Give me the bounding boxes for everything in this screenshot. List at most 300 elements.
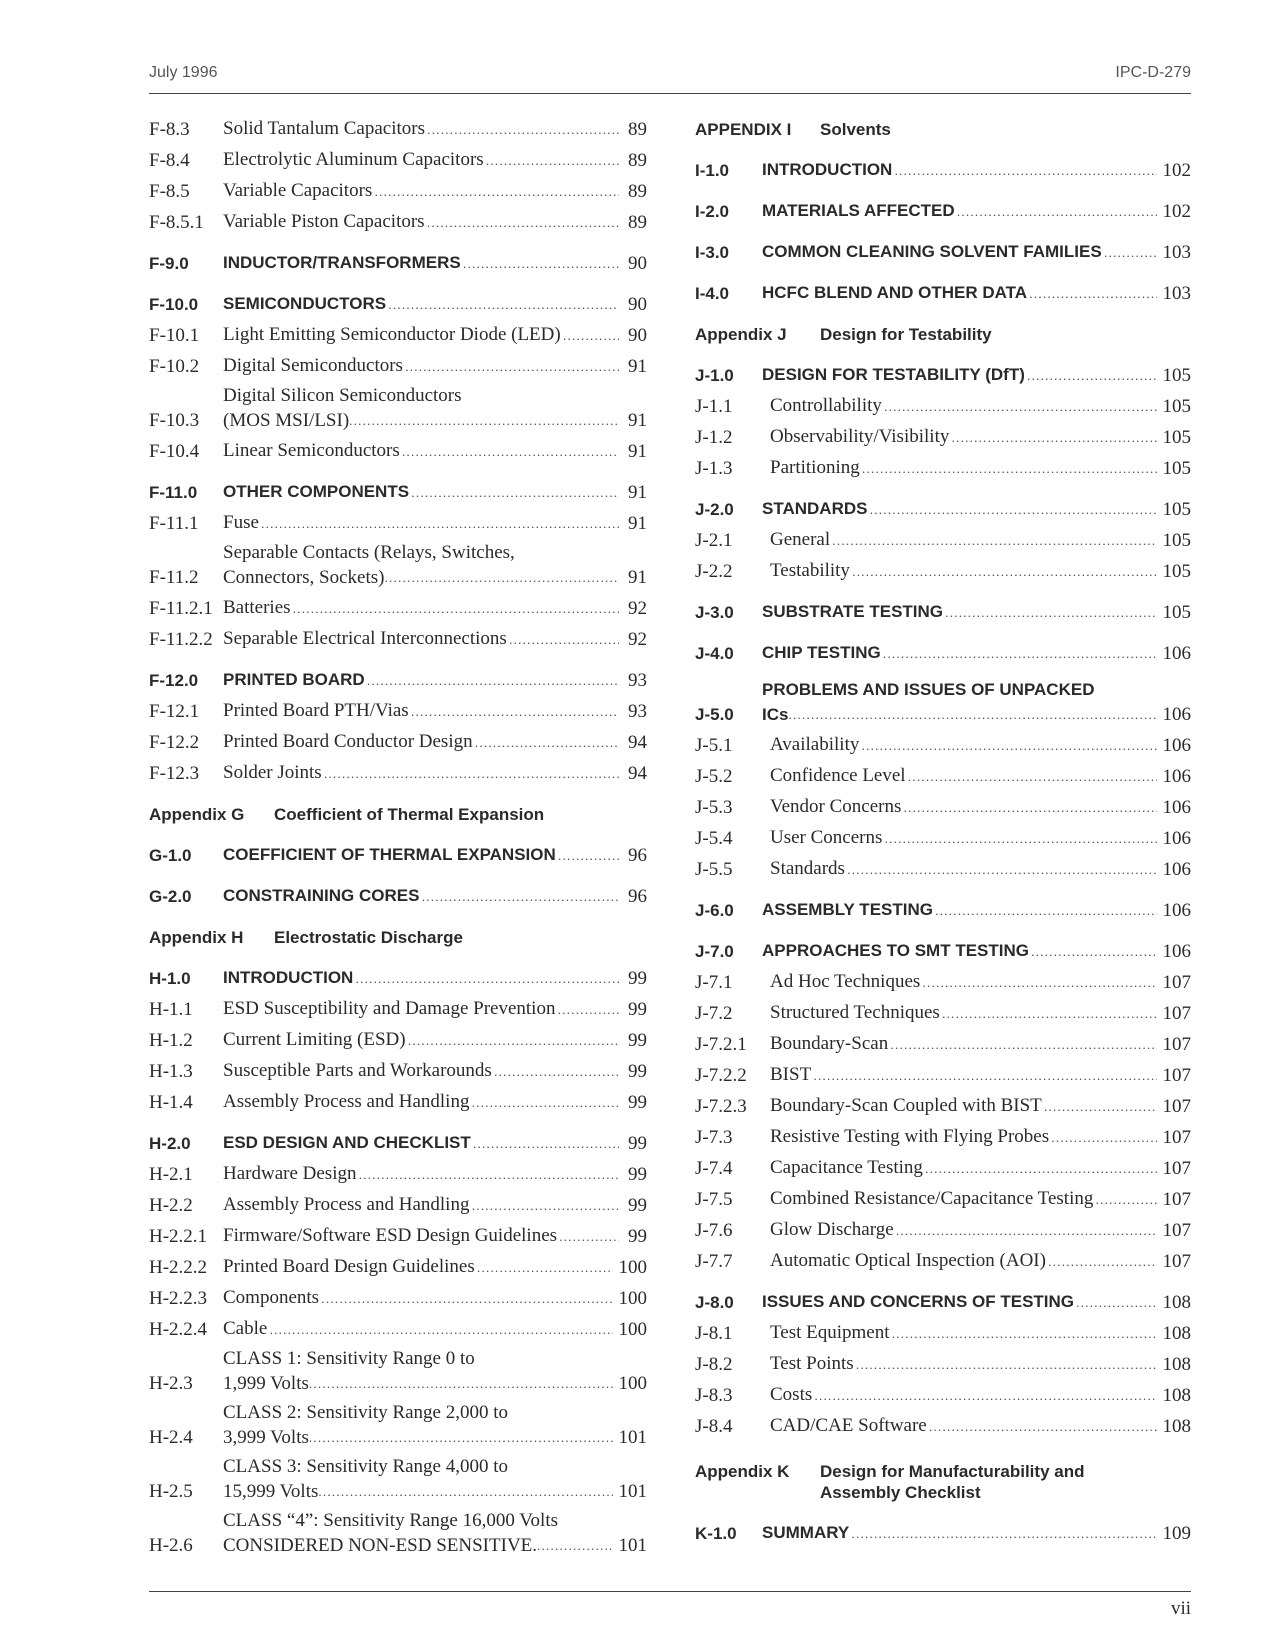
toc-section-number: H-2.2.1 <box>149 1226 208 1247</box>
toc-page-number: 90 <box>628 294 647 315</box>
toc-section-number: F-12.2 <box>149 732 200 753</box>
toc-entry[interactable] <box>149 142 647 173</box>
toc-page-number: 93 <box>628 670 647 691</box>
toc-entry[interactable] <box>149 317 647 348</box>
toc-entry[interactable] <box>149 1396 647 1450</box>
toc-entry[interactable] <box>149 652 647 693</box>
toc-entry-title-line: CLASS 3: Sensitivity Range 4,000 to <box>223 1456 509 1477</box>
toc-page-number: 89 <box>628 181 647 202</box>
toc-page-number: 106 <box>1162 941 1191 962</box>
toc-page-number: 105 <box>1162 602 1191 623</box>
toc-section-number: J-4.0 <box>695 644 734 663</box>
toc-section-number: F-12.0 <box>149 671 199 690</box>
toc-section-number: I-4.0 <box>695 284 730 303</box>
toc-page-number: 105 <box>1162 365 1191 386</box>
toc-section-number: F-8.5 <box>149 181 190 202</box>
toc-entry[interactable] <box>695 553 1191 584</box>
toc-entry-title: SUMMARY . . . <box>762 1521 1157 1546</box>
toc-section-number: F-10.1 <box>149 325 200 346</box>
toc-page-number: 107 <box>1162 1158 1191 1179</box>
toc-page-number: 94 <box>628 732 647 753</box>
toc-page-number: 107 <box>1162 1003 1191 1024</box>
toc-entry-title: PRINTED BOARD . . . <box>223 668 619 693</box>
toc-entry-title: SEMICONDUCTORS . . . <box>223 292 619 317</box>
toc-page-number: 107 <box>1162 1127 1191 1148</box>
toc-section-number: J-8.0 <box>695 1293 734 1312</box>
toc-section-number: H-2.2.4 <box>149 1319 208 1340</box>
toc-entry[interactable] <box>149 950 647 991</box>
toc-page-number: 107 <box>1162 972 1191 993</box>
toc-page-number: 99 <box>628 1133 647 1154</box>
toc-entry-title: Batteries . . . <box>223 596 619 621</box>
toc-entry-title: DESIGN FOR TESTABILITY (DfT) . . . <box>762 363 1157 388</box>
toc-page-number: 108 <box>1162 1323 1191 1344</box>
toc-entry-title-line: Separable Contacts (Relays, Switches, <box>223 542 515 563</box>
appendix-title <box>820 1461 1120 1503</box>
toc-entry-title: Firmware/Software ESD Design Guidelines . . . <box>223 1224 619 1249</box>
toc-entry[interactable] <box>695 964 1191 995</box>
toc-section-number: F-11.2 <box>149 567 199 588</box>
toc-section-number: J-8.4 <box>695 1416 733 1437</box>
toc-page-number: 89 <box>628 212 647 233</box>
toc-section-number: H-1.0 <box>149 969 191 988</box>
header-rule <box>149 93 1191 94</box>
toc-section-number: F-10.4 <box>149 441 200 462</box>
appendix-label: Appendix G <box>149 805 245 824</box>
toc-entry-title: Separable Electrical Interconnections . . . <box>223 627 619 652</box>
toc-entry[interactable] <box>695 1026 1191 1057</box>
toc-section-number: H-1.2 <box>149 1030 193 1051</box>
toc-entry[interactable] <box>149 1342 647 1396</box>
toc-section-number: J-7.7 <box>695 1251 733 1272</box>
toc-page-number: 91 <box>628 513 647 534</box>
toc-entry[interactable] <box>695 1274 1191 1315</box>
toc-page-number: 101 <box>618 1481 647 1502</box>
toc-page-number: 99 <box>628 1164 647 1185</box>
toc-entry[interactable] <box>695 995 1191 1026</box>
toc-entry-title: ESD DESIGN AND CHECKLIST . . . <box>223 1131 619 1156</box>
toc-page-number: 102 <box>1162 160 1191 181</box>
toc-entry-title: Digital Semiconductors . . . <box>223 354 619 379</box>
toc-right-column <box>695 118 1191 1546</box>
appendix-title <box>820 323 992 347</box>
appendix-heading <box>695 306 1191 347</box>
toc-entry[interactable] <box>695 1057 1191 1088</box>
toc-section-number: F-11.0 <box>149 483 198 502</box>
toc-page-number: 106 <box>1162 797 1191 818</box>
toc-entry-title <box>223 1401 613 1450</box>
toc-entry[interactable] <box>695 347 1191 388</box>
toc-entry[interactable] <box>149 1084 647 1115</box>
toc-page-number: 90 <box>628 325 647 346</box>
toc-section-number: J-1.2 <box>695 427 733 448</box>
toc-page-number: 107 <box>1162 1189 1191 1210</box>
toc-entry-title: STANDARDS . . . <box>762 497 1157 522</box>
appendix-title-line: Design for Manufacturability and <box>820 1462 1085 1481</box>
toc-section-number: G-2.0 <box>149 887 192 906</box>
toc-entry[interactable] <box>695 522 1191 553</box>
toc-entry-title: Confidence Level . . . <box>770 764 1157 789</box>
toc-entry-title-line: PROBLEMS AND ISSUES OF UNPACKED <box>762 680 1095 699</box>
toc-entry[interactable] <box>695 224 1191 265</box>
toc-page-number: 109 <box>1162 1523 1191 1544</box>
toc-section-number: F-10.2 <box>149 356 200 377</box>
toc-entry[interactable] <box>149 1053 647 1084</box>
toc-section-number: H-1.3 <box>149 1061 193 1082</box>
toc-entry-title: Costs . . . <box>770 1383 1157 1408</box>
toc-page-number: 100 <box>618 1288 647 1309</box>
toc-entry-title <box>223 384 619 433</box>
toc-section-number: J-8.1 <box>695 1323 733 1344</box>
toc-page-number: 91 <box>628 441 647 462</box>
toc-entry[interactable] <box>695 727 1191 758</box>
toc-section-number: J-2.2 <box>695 561 733 582</box>
toc-entry[interactable] <box>695 1408 1191 1439</box>
toc-entry[interactable] <box>695 1181 1191 1212</box>
toc-page-number: 102 <box>1162 201 1191 222</box>
toc-page-number: 106 <box>1162 859 1191 880</box>
toc-entry[interactable] <box>149 1115 647 1156</box>
toc-entry-title: Observability/Visibility . . . <box>770 425 1157 450</box>
toc-section-number: F-10.0 <box>149 295 199 314</box>
toc-section-number: J-1.0 <box>695 366 734 385</box>
header-document-id: IPC-D-279 <box>1115 64 1191 81</box>
toc-entry-title: ISSUES AND CONCERNS OF TESTING . . . <box>762 1290 1157 1315</box>
toc-entry[interactable] <box>695 450 1191 481</box>
toc-section-number: J-2.0 <box>695 500 734 519</box>
toc-entry-title: APPROACHES TO SMT TESTING . . . <box>762 939 1157 964</box>
appendix-heading <box>149 909 647 950</box>
toc-section-number: J-5.5 <box>695 859 733 880</box>
toc-page-number: 107 <box>1162 1065 1191 1086</box>
toc-section-number: H-2.2 <box>149 1195 193 1216</box>
toc-section-number: J-5.2 <box>695 766 733 787</box>
toc-section-number: J-7.4 <box>695 1158 733 1179</box>
toc-page-number: 99 <box>628 999 647 1020</box>
toc-entry[interactable] <box>149 204 647 235</box>
toc-entry-title-line: 3,999 Volts <box>223 1427 309 1448</box>
toc-section-number: H-2.5 <box>149 1481 193 1502</box>
toc-entry-title: Susceptible Parts and Workarounds . . . <box>223 1059 619 1084</box>
toc-page-number: 106 <box>1162 643 1191 664</box>
toc-entry[interactable] <box>695 1243 1191 1274</box>
toc-section-number: I-3.0 <box>695 243 730 262</box>
toc-entry[interactable] <box>695 419 1191 450</box>
toc-section-number: F-12.1 <box>149 701 200 722</box>
toc-section-number: F-8.4 <box>149 150 190 171</box>
toc-entry-title: CHIP TESTING . . . <box>762 641 1157 666</box>
toc-entry[interactable] <box>695 1377 1191 1408</box>
toc-entry[interactable] <box>149 868 647 909</box>
toc-entry[interactable] <box>149 464 647 505</box>
toc-entry[interactable] <box>695 851 1191 882</box>
toc-entry[interactable] <box>695 882 1191 923</box>
toc-page-number: 94 <box>628 763 647 784</box>
toc-entry[interactable] <box>149 235 647 276</box>
toc-entry-title: OTHER COMPONENTS . . . <box>223 480 619 505</box>
toc-section-number: J-7.1 <box>695 972 733 993</box>
page-number: vii <box>1170 1598 1191 1619</box>
dot-leader <box>537 1533 612 1558</box>
toc-entry-title-line: 1,999 Volts <box>223 1373 309 1394</box>
toc-page-number: 99 <box>628 968 647 989</box>
toc-page-number: 101 <box>618 1427 647 1448</box>
toc-page-number: 107 <box>1162 1220 1191 1241</box>
header-date: July 1996 <box>149 64 218 81</box>
toc-entry[interactable] <box>149 590 647 621</box>
toc-entry[interactable] <box>149 1504 647 1558</box>
toc-entry[interactable] <box>695 481 1191 522</box>
toc-page-number: 99 <box>628 1226 647 1247</box>
toc-entry[interactable] <box>695 1150 1191 1181</box>
toc-entry[interactable] <box>149 1022 647 1053</box>
toc-page-number: 105 <box>1162 427 1191 448</box>
toc-section-number: J-8.2 <box>695 1354 733 1375</box>
toc-entry-title: Resistive Testing with Flying Probes . . . <box>770 1125 1157 1150</box>
toc-page-number: 100 <box>618 1319 647 1340</box>
toc-entry-title <box>762 678 1157 727</box>
dot-leader <box>318 1479 612 1504</box>
toc-entry[interactable] <box>695 1212 1191 1243</box>
toc-page-number: 99 <box>628 1195 647 1216</box>
toc-page-number: 100 <box>618 1373 647 1394</box>
toc-entry-title: Boundary-Scan . . . <box>770 1032 1157 1057</box>
toc-section-number: J-1.3 <box>695 458 733 479</box>
toc-section-number: I-1.0 <box>695 161 730 180</box>
toc-page-number: 91 <box>628 410 647 431</box>
toc-entry[interactable] <box>695 1088 1191 1119</box>
toc-entry-title-line: Connectors, Sockets) <box>223 567 385 588</box>
toc-entry-title: Printed Board Conductor Design . . . <box>223 730 619 755</box>
toc-entry-title <box>223 1509 613 1558</box>
toc-entry-title: COMMON CLEANING SOLVENT FAMILIES . . . <box>762 240 1157 265</box>
toc-entry[interactable] <box>695 1315 1191 1346</box>
toc-entry-title: Hardware Design . . . <box>223 1162 619 1187</box>
toc-page-number: 108 <box>1162 1354 1191 1375</box>
toc-section-number: J-3.0 <box>695 603 734 622</box>
toc-entry-title: INTRODUCTION . . . <box>223 966 619 991</box>
toc-entry-title <box>223 1347 613 1396</box>
toc-entry[interactable] <box>695 584 1191 625</box>
toc-page-number: 103 <box>1162 283 1191 304</box>
toc-section-number: J-7.2 <box>695 1003 733 1024</box>
toc-entry[interactable] <box>695 625 1191 666</box>
toc-page-number: 91 <box>628 567 647 588</box>
toc-section-number: F-11.2.2 <box>149 629 213 650</box>
toc-page-number: 103 <box>1162 242 1191 263</box>
toc-section-number: F-8.5.1 <box>149 212 204 233</box>
toc-page-number: 99 <box>628 1061 647 1082</box>
toc-entry-title: CONSTRAINING CORES . . . <box>223 884 619 909</box>
toc-entry-title: Ad Hoc Techniques . . . <box>770 970 1157 995</box>
appendix-heading <box>149 786 647 827</box>
toc-page-number: 105 <box>1162 530 1191 551</box>
toc-entry-title-line: 15,999 Volts <box>223 1481 319 1502</box>
toc-entry-title: Vendor Concerns . . . <box>770 795 1157 820</box>
toc-entry-title: Test Points . . . <box>770 1352 1157 1377</box>
toc-entry[interactable] <box>149 536 647 590</box>
appendix-title-line: Design for Testability <box>820 325 992 344</box>
toc-entry[interactable] <box>695 923 1191 964</box>
toc-entry-title: Capacitance Testing . . . <box>770 1156 1157 1181</box>
toc-entry[interactable] <box>695 666 1191 727</box>
toc-section-number: J-7.2.2 <box>695 1065 747 1086</box>
toc-page-number: 105 <box>1162 561 1191 582</box>
toc-entry[interactable] <box>149 118 647 142</box>
toc-entry-title: HCFC BLEND AND OTHER DATA . . . <box>762 281 1157 306</box>
toc-entry[interactable] <box>149 1450 647 1504</box>
appendix-title-line: Solvents <box>820 120 891 139</box>
toc-entry-title: INTRODUCTION . . . <box>762 158 1157 183</box>
toc-entry[interactable] <box>149 755 647 786</box>
toc-entry[interactable] <box>149 991 647 1022</box>
toc-page-number: 93 <box>628 701 647 722</box>
toc-page-number: 99 <box>628 1030 647 1051</box>
dot-leader <box>349 408 619 433</box>
toc-page-number: 105 <box>1162 499 1191 520</box>
appendix-title-line: Assembly Checklist <box>820 1483 981 1502</box>
toc-page-number: 106 <box>1162 828 1191 849</box>
toc-entry[interactable] <box>695 758 1191 789</box>
toc-entry[interactable] <box>695 142 1191 183</box>
toc-section-number: F-10.3 <box>149 410 200 431</box>
toc-page-number: 90 <box>628 253 647 274</box>
toc-page-number: 108 <box>1162 1385 1191 1406</box>
toc-entry-title: INDUCTOR/TRANSFORMERS . . . <box>223 251 619 276</box>
toc-entry[interactable] <box>149 276 647 317</box>
toc-section-number: F-9.0 <box>149 254 189 273</box>
toc-page-number: 92 <box>628 598 647 619</box>
toc-section-number: K-1.0 <box>695 1524 737 1543</box>
toc-entry-title-line: ICs <box>762 705 789 724</box>
toc-entry-title <box>223 1455 613 1504</box>
toc-entry[interactable] <box>149 1280 647 1311</box>
toc-section-number: F-11.1 <box>149 513 199 534</box>
toc-section-number: J-5.1 <box>695 735 733 756</box>
appendix-heading <box>695 1439 1191 1505</box>
dot-leader <box>309 1425 613 1450</box>
toc-section-number: H-2.4 <box>149 1427 193 1448</box>
toc-entry[interactable] <box>149 173 647 204</box>
toc-page-number: 100 <box>618 1257 647 1278</box>
toc-page-number: 107 <box>1162 1251 1191 1272</box>
toc-entry-title-line: CONSIDERED NON-ESD SENSITIVE. <box>223 1535 538 1556</box>
toc-entry-title-line: CLASS “4”: Sensitivity Range 16,000 Volts <box>223 1510 558 1531</box>
toc-page-number: 107 <box>1162 1096 1191 1117</box>
dot-leader <box>384 565 619 590</box>
toc-entry-title: Variable Capacitors . . . <box>223 179 619 204</box>
toc-page-number: 96 <box>628 845 647 866</box>
toc-entry-title: Variable Piston Capacitors . . . <box>223 210 619 235</box>
toc-page-number: 89 <box>628 150 647 171</box>
toc-entry-title: Printed Board PTH/Vias . . . <box>223 699 619 724</box>
toc-entry[interactable] <box>149 1249 647 1280</box>
toc-entry-title: Glow Discharge . . . <box>770 1218 1157 1243</box>
toc-page-number: 91 <box>628 482 647 503</box>
toc-entry-title: Controllability . . . <box>770 394 1157 419</box>
toc-section-number: J-5.0 <box>695 705 734 724</box>
toc-section-number: H-2.2.3 <box>149 1288 208 1309</box>
toc-section-number: J-1.1 <box>695 396 733 417</box>
toc-entry[interactable] <box>149 348 647 379</box>
toc-entry-title: Testability . . . <box>770 559 1157 584</box>
toc-entry-title <box>223 541 619 590</box>
toc-entry[interactable] <box>149 505 647 536</box>
toc-entry[interactable] <box>695 265 1191 306</box>
toc-section-number: H-2.0 <box>149 1134 191 1153</box>
toc-page-number: 91 <box>628 356 647 377</box>
toc-entry-title: Current Limiting (ESD) . . . <box>223 1028 619 1053</box>
toc-page-number: 106 <box>1162 735 1191 756</box>
toc-entry[interactable] <box>149 1187 647 1218</box>
toc-entry[interactable] <box>695 1346 1191 1377</box>
toc-entry-title-line: Digital Silicon Semiconductors <box>223 385 462 406</box>
toc-page-number: 105 <box>1162 396 1191 417</box>
toc-entry[interactable] <box>695 789 1191 820</box>
toc-entry[interactable] <box>695 1119 1191 1150</box>
toc-entry-title-line: CLASS 1: Sensitivity Range 0 to <box>223 1348 475 1369</box>
appendix-title-line: Electrostatic Discharge <box>274 928 463 947</box>
toc-entry[interactable] <box>149 827 647 868</box>
toc-entry-title: COEFFICIENT OF THERMAL EXPANSION . . . <box>223 843 619 868</box>
toc-entry-title: Standards . . . <box>770 857 1157 882</box>
toc-entry[interactable] <box>695 183 1191 224</box>
toc-entry[interactable] <box>149 1156 647 1187</box>
toc-page-number: 106 <box>1162 766 1191 787</box>
toc-entry-title: Printed Board Design Guidelines . . . <box>223 1255 613 1280</box>
appendix-heading <box>695 118 1191 142</box>
appendix-label: APPENDIX I <box>695 120 792 139</box>
toc-page-number: 107 <box>1162 1034 1191 1055</box>
toc-section-number: J-7.3 <box>695 1127 733 1148</box>
toc-entry-title: BIST . . . <box>770 1063 1157 1088</box>
toc-left-column <box>149 118 647 1558</box>
toc-entry[interactable] <box>149 724 647 755</box>
toc-entry-title: Linear Semiconductors . . . <box>223 439 619 464</box>
toc-section-number: J-8.3 <box>695 1385 733 1406</box>
toc-entry[interactable] <box>149 433 647 464</box>
appendix-label: Appendix K <box>695 1462 790 1481</box>
footer-rule <box>149 1591 1191 1592</box>
dot-leader <box>309 1371 613 1396</box>
toc-entry-title: SUBSTRATE TESTING . . . <box>762 600 1157 625</box>
toc-section-number: J-7.5 <box>695 1189 733 1210</box>
toc-page-number: 108 <box>1162 1292 1191 1313</box>
toc-entry[interactable] <box>695 1505 1191 1546</box>
toc-entry[interactable] <box>149 1311 647 1342</box>
toc-section-number: J-7.0 <box>695 942 734 961</box>
toc-section-number: F-11.2.1 <box>149 598 213 619</box>
appendix-title <box>820 118 891 142</box>
toc-section-number: H-1.1 <box>149 999 193 1020</box>
toc-section-number: J-7.6 <box>695 1220 733 1241</box>
toc-entry[interactable] <box>149 1218 647 1249</box>
toc-entry-title-line: (MOS MSI/LSI) <box>223 410 350 431</box>
toc-page-number: 106 <box>1162 900 1191 921</box>
toc-entry[interactable] <box>149 621 647 652</box>
toc-entry[interactable] <box>695 820 1191 851</box>
toc-page-number: 105 <box>1162 458 1191 479</box>
toc-entry-title: Solder Joints . . . <box>223 761 619 786</box>
toc-section-number: H-2.3 <box>149 1373 193 1394</box>
toc-entry-title: Automatic Optical Inspection (AOI) . . . <box>770 1249 1157 1274</box>
toc-entry[interactable] <box>149 379 647 433</box>
toc-section-number: J-7.2.3 <box>695 1096 747 1117</box>
toc-entry[interactable] <box>149 693 647 724</box>
toc-section-number: F-12.3 <box>149 763 200 784</box>
toc-entry-title: Components . . . <box>223 1286 613 1311</box>
toc-entry[interactable] <box>695 388 1191 419</box>
